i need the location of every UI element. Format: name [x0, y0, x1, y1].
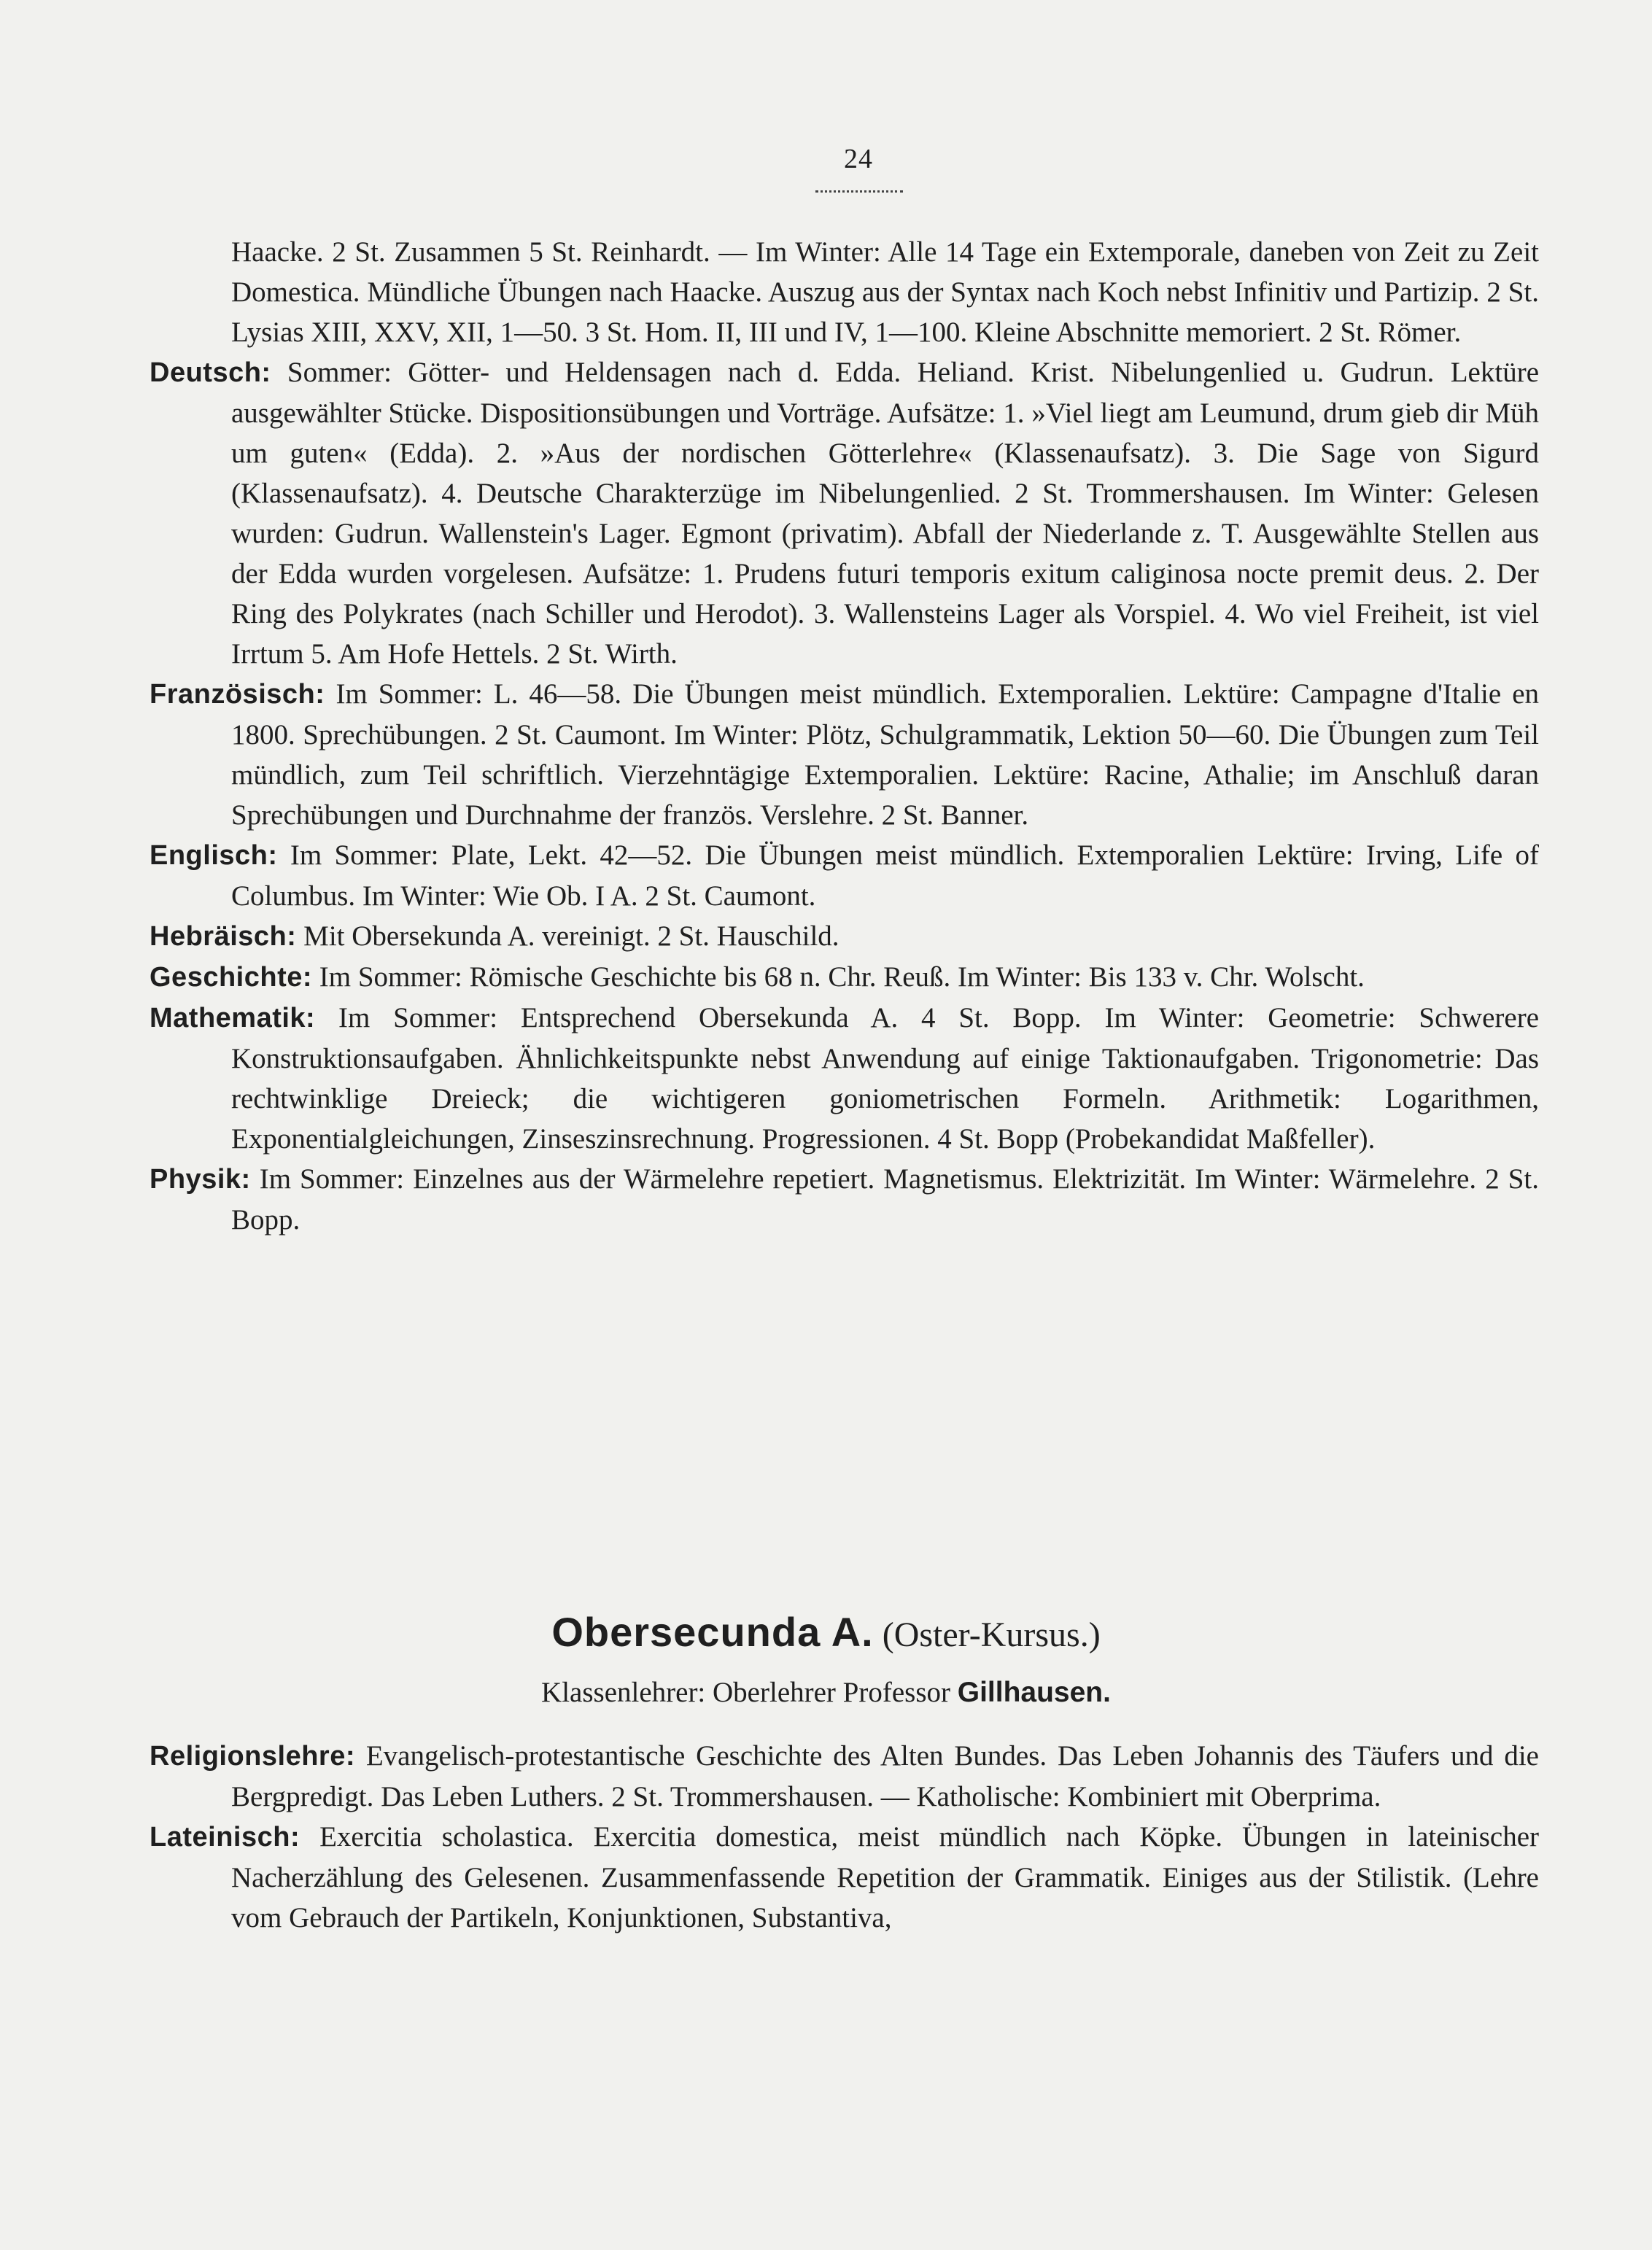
subject-lateinisch — [150, 1817, 1539, 1938]
subject-text: Im Sommer: Entsprechend Obersekunda A. 4 St. Bopp. Im Winter: Geometrie: Schwerere Konstruktionsaufgaben. Ähnlichkeitspunkte nebst Anwendung auf einige Taktionaufgaben. Trigonometrie: Das rechtwinklige Dreieck; die wichtigeren goniometrischen Formeln. Arithmetik: Logarithmen, Exponentialgleichungen, Zinseszinsrechnung. Progressionen. 4 St. Bopp (Probekandidat Maßfeller). — [231, 1002, 1540, 1155]
subject-heading: Englisch: — [150, 840, 278, 871]
subject-text: Im Sommer: Einzelnes aus der Wärmelehre repetiert. Magnetismus. Elektrizität. Im Winter: Wärmelehre. 2 St. Bopp. — [231, 1163, 1540, 1235]
subject-physik — [150, 1159, 1539, 1240]
subject-text: Im Sommer: Plate, Lekt. 42—52. Die Übungen meist mündlich. Extemporalien Lektüre: Irving, Life of Columbus. Im Winter: Wie Ob. I A. 2 St. Caumont. — [231, 839, 1540, 912]
subject-franzoesisch — [150, 674, 1539, 835]
subject-englisch — [150, 835, 1539, 916]
subject-text: Sommer: Götter- und Heldensagen nach d. Edda. Heliand. Krist. Nibelungenlied u. Gudrun. Lektüre ausgewählter Stücke. Dispositionsübungen und Vorträge. Aufsätze: 1. »Viel liegt am Leumund, drum gieb dir Müh um guten« (Edda). 2. »Aus der nordischen Götterlehre« (Klassenaufsatz). 3. Die Sage von Sigurd (Klassenaufsatz). 4. Deutsche Charakterzüge im Nibelungenlied. 2 St. Trommershausen. Im Winter: Gelesen wurden: Gudrun. Wallenstein's Lager. Egmont (privatim). Abfall der Niederlande z. T. Ausgewählte Stellen aus der Edda wurden vorgelesen. Aufsätze: 1. Prudens futuri temporis exitum caliginosa nocte premit deus. 2. Der Ring des Polykrates (nach Schiller und Herodot). 3. Wallensteins Lager als Vorspiel. 4. Wo viel Freiheit, ist viel Irrtum 5. Am Hofe Hettels. 2 St. Wirth. — [231, 357, 1539, 670]
subject-heading: Lateinisch: — [150, 1822, 300, 1853]
class-teacher-line — [0, 1676, 1652, 1709]
page-number-ornament — [815, 187, 903, 193]
subject-deutsch — [150, 352, 1539, 674]
intro-paragraph: Haacke. 2 St. Zusammen 5 St. Reinhardt. — Im Winter: Alle 14 Tage ein Extemporale, daneben von Zeit zu Zeit Domestica. Mündliche Übungen nach Haacke. Auszug aus der Syntax nach Koch nebst Infinitiv und Partizip. 2 St. Lysias XIII, XXV, XII, 1—50. 3 St. Hom. II, III und IV, 1—100. Kleine Abschnitte memoriert. 2 St. Römer. — [231, 236, 1539, 348]
subject-mathematik — [150, 998, 1539, 1159]
bottom-section — [150, 1736, 1539, 1938]
top-section — [150, 232, 1539, 1240]
subject-religionslehre — [150, 1736, 1539, 1817]
section-subtitle: (Oster-Kursus.) — [882, 1615, 1101, 1654]
subject-text: Im Sommer: L. 46—58. Die Übungen meist mündlich. Extemporalien. Lektüre: Campagne d'Italie en 1800. Sprechübungen. 2 St. Caumont. Im Winter: Plötz, Schulgrammatik, Lektion 50—60. Die Übungen zum Teil mündlich, zum Teil schriftlich. Vierzehntägige Extemporalien. Lektüre: Racine, Athalie; im Anschluß daran Sprechübungen und Durchnahme der französ. Verslehre. 2 St. Banner. — [231, 678, 1540, 831]
subject-heading: Religionslehre: — [150, 1741, 355, 1772]
subject-geschichte — [150, 957, 1539, 998]
subject-heading: Hebräisch: — [150, 921, 297, 952]
subject-heading: Mathematik: — [150, 1003, 316, 1033]
subject-heading: Deutsch: — [150, 357, 271, 388]
subject-hebraeisch — [150, 916, 1539, 957]
subject-text: Mit Obersekunda A. vereinigt. 2 St. Hauschild. — [303, 920, 839, 952]
subject-text: Exercitia scholastica. Exercitia domestica, meist mündlich nach Köpke. Übungen in lateinischer Nacherzählung des Gelesenen. Zusammenfassende Repetition der Grammatik. Einiges aus der Stilistik. (Lehre vom Gebrauch der Partikeln, Konjunktionen, Substantiva, — [231, 1821, 1539, 1933]
subject-text: Evangelisch-protestantische Geschichte des Alten Bundes. Das Leben Johannis des Täufers und die Bergpredigt. Das Leben Luthers. 2 St. Trommershausen. — Katholische: Kombiniert mit Oberprima. — [231, 1740, 1539, 1812]
subject-heading: Geschichte: — [150, 962, 313, 993]
subject-text: Im Sommer: Römische Geschichte bis 68 n. Chr. Reuß. Im Winter: Bis 133 v. Chr. Wolscht. — [319, 961, 1365, 993]
section-title: Obersecunda A. — [551, 1609, 874, 1655]
class-teacher-name: Gillhausen. — [957, 1677, 1111, 1708]
page-number: 24 — [844, 144, 873, 174]
subject-heading: Physik: — [150, 1164, 251, 1195]
class-teacher-label: Klassenlehrer: Oberlehrer Professor — [541, 1677, 950, 1708]
subject-heading: Französisch: — [150, 679, 325, 710]
section-heading — [0, 1608, 1652, 1656]
